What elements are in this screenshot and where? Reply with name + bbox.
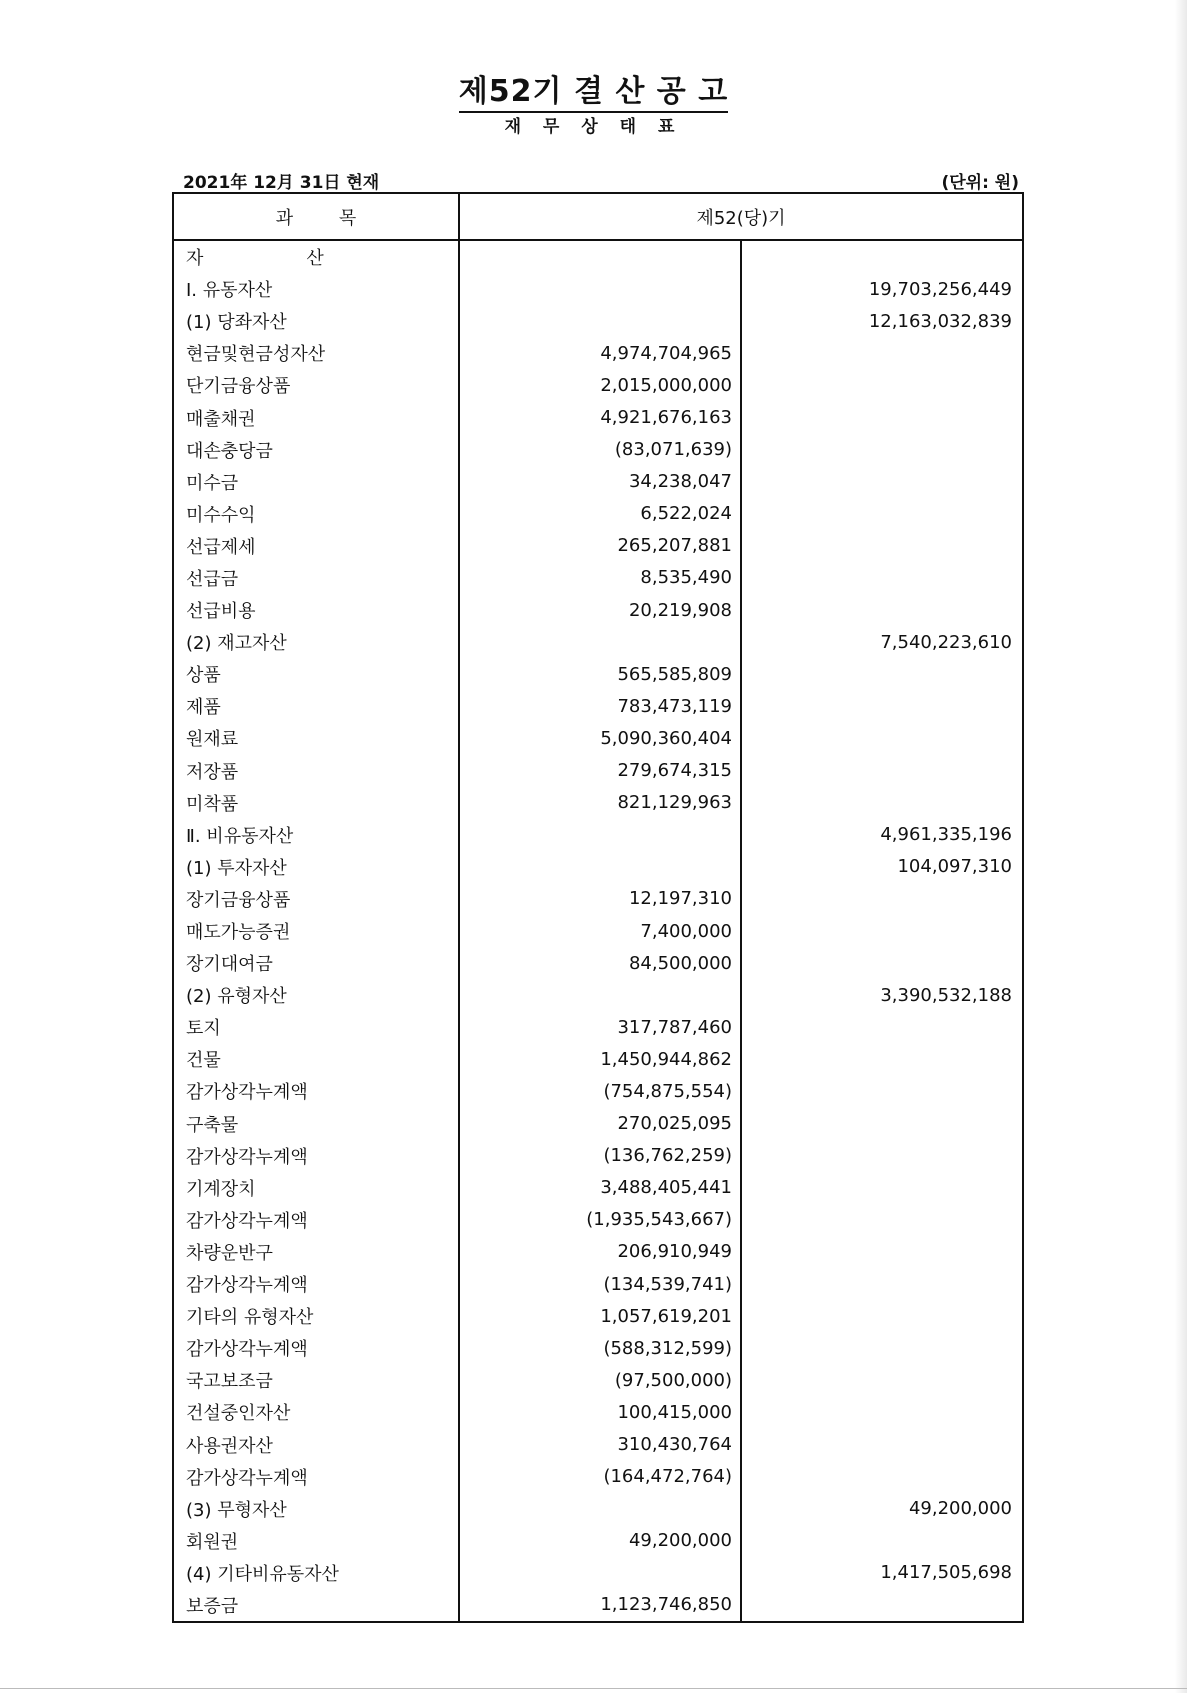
table-row — [173, 658, 1023, 690]
account-name: 토지 — [173, 1011, 459, 1043]
subtotal-amount — [741, 1043, 1023, 1075]
detail-amount: 565,585,809 — [459, 658, 741, 690]
account-name: 미착품 — [173, 787, 459, 819]
account-name: 감가상각누계액 — [173, 1268, 459, 1300]
table-row — [173, 305, 1023, 337]
subtotal-amount — [741, 1461, 1023, 1493]
table-row — [173, 979, 1023, 1011]
account-name: 구축물 — [173, 1108, 459, 1140]
detail-amount: 34,238,047 — [459, 466, 741, 498]
account-name: Ⅰ. 유동자산 — [173, 273, 459, 305]
table-row — [173, 369, 1023, 401]
subtotal-amount — [741, 1268, 1023, 1300]
subtotal-amount — [741, 658, 1023, 690]
account-name: 매도가능증권 — [173, 915, 459, 947]
detail-amount: (97,500,000) — [459, 1364, 741, 1396]
subtotal-amount — [741, 1172, 1023, 1204]
subtotal-amount: 3,390,532,188 — [880, 984, 1012, 1006]
subtotal-amount: 49,200,000 — [908, 1498, 1012, 1520]
account-name: 단기금융상품 — [173, 369, 459, 401]
subtotal-amount — [741, 1525, 1023, 1557]
account-name: 미수금 — [173, 466, 459, 498]
account-name: 감가상각누계액 — [173, 1140, 459, 1172]
account-name: 차량운반구 — [173, 1236, 459, 1268]
page-title: 제52기 결 산 공 고 — [0, 66, 1187, 110]
table-row — [173, 273, 1023, 305]
detail-amount: 1,057,619,201 — [459, 1300, 741, 1332]
subtotal-amount — [741, 1140, 1023, 1172]
table-row — [173, 498, 1023, 530]
subtotal-amount — [741, 915, 1023, 947]
account-name: 현금및현금성자산 — [173, 337, 459, 369]
account-name: 선급제세 — [173, 530, 459, 562]
table-row — [173, 819, 1023, 851]
detail-amount: (136,762,259) — [459, 1140, 741, 1172]
account-name: 건설중인자산 — [173, 1396, 459, 1428]
detail-amount — [459, 851, 741, 883]
detail-amount — [459, 1557, 741, 1589]
table-row — [173, 530, 1023, 562]
account-name: (3) 무형자산 — [173, 1493, 459, 1525]
header-account: 과 목 — [173, 193, 459, 240]
account-name: 감가상각누계액 — [173, 1075, 459, 1107]
subtotal-amount — [741, 530, 1023, 562]
detail-amount — [459, 273, 741, 305]
table-row — [173, 1108, 1023, 1140]
detail-amount: 7,400,000 — [459, 915, 741, 947]
table-row — [173, 1589, 1023, 1622]
table-row — [173, 690, 1023, 722]
detail-amount: (754,875,554) — [459, 1075, 741, 1107]
page-edge-shadow — [1175, 0, 1187, 1693]
table-row — [173, 434, 1023, 466]
account-name: (1) 투자자산 — [173, 851, 459, 883]
table-row — [173, 401, 1023, 433]
subtotal-amount — [741, 434, 1023, 466]
account-name: 사용권자산 — [173, 1428, 459, 1460]
table-row — [173, 1396, 1023, 1428]
subtotal-amount: 19,703,256,449 — [868, 278, 1012, 300]
subtotal-amount: 1,417,505,698 — [880, 1562, 1012, 1584]
account-name: 대손충당금 — [173, 434, 459, 466]
account-name: 자 산 — [173, 240, 459, 273]
account-name: 제품 — [173, 690, 459, 722]
account-name: 기타의 유형자산 — [173, 1300, 459, 1332]
detail-amount: 1,450,944,862 — [459, 1043, 741, 1075]
detail-amount: 100,415,000 — [459, 1396, 741, 1428]
subtotal-amount — [741, 1428, 1023, 1460]
subtotal-amount — [741, 240, 1023, 273]
subtotal-amount — [741, 1332, 1023, 1364]
table-row — [173, 466, 1023, 498]
account-name: 저장품 — [173, 755, 459, 787]
detail-amount — [459, 240, 741, 273]
table-row — [173, 1011, 1023, 1043]
account-name: 감가상각누계액 — [173, 1332, 459, 1364]
account-name: 회원권 — [173, 1525, 459, 1557]
subtotal-amount — [741, 883, 1023, 915]
account-name: 장기대여금 — [173, 947, 459, 979]
detail-amount: 206,910,949 — [459, 1236, 741, 1268]
table-row — [173, 1493, 1023, 1525]
subtotal-amount — [741, 498, 1023, 530]
account-name: 감가상각누계액 — [173, 1204, 459, 1236]
detail-amount: 5,090,360,404 — [459, 722, 741, 754]
account-name: Ⅱ. 비유동자산 — [173, 819, 459, 851]
detail-amount: 1,123,746,850 — [459, 1589, 741, 1622]
detail-amount: (588,312,599) — [459, 1332, 741, 1364]
subtotal-amount — [741, 466, 1023, 498]
subtotal-amount — [741, 1204, 1023, 1236]
account-name: 건물 — [173, 1043, 459, 1075]
subtotal-amount — [741, 1396, 1023, 1428]
subtotal-amount: 12,163,032,839 — [868, 310, 1012, 332]
detail-amount — [459, 819, 741, 851]
table-row — [173, 337, 1023, 369]
detail-amount: (134,539,741) — [459, 1268, 741, 1300]
table-row — [173, 1332, 1023, 1364]
account-name: 선급비용 — [173, 594, 459, 626]
table-row — [173, 1461, 1023, 1493]
account-name: (1) 당좌자산 — [173, 305, 459, 337]
subtotal-amount — [741, 562, 1023, 594]
subtotal-amount — [741, 1011, 1023, 1043]
account-name: (2) 유형자산 — [173, 979, 459, 1011]
account-name: 원재료 — [173, 722, 459, 754]
detail-amount: (164,472,764) — [459, 1461, 741, 1493]
table-row — [173, 947, 1023, 979]
table-header-row — [173, 193, 1023, 240]
detail-amount: 6,522,024 — [459, 498, 741, 530]
table-row — [173, 594, 1023, 626]
table-row — [173, 1204, 1023, 1236]
detail-amount: 3,488,405,441 — [459, 1172, 741, 1204]
account-name: 미수수익 — [173, 498, 459, 530]
account-name: 감가상각누계액 — [173, 1461, 459, 1493]
detail-amount: 821,129,963 — [459, 787, 741, 819]
table-row — [173, 915, 1023, 947]
table-row — [173, 1236, 1023, 1268]
table-row — [173, 240, 1023, 273]
table-row — [173, 883, 1023, 915]
subtotal-amount — [741, 1364, 1023, 1396]
account-name: (4) 기타비유동자산 — [173, 1557, 459, 1589]
detail-amount: (83,071,639) — [459, 434, 741, 466]
detail-amount: 270,025,095 — [459, 1108, 741, 1140]
table-row — [173, 755, 1023, 787]
detail-amount: 20,219,908 — [459, 594, 741, 626]
subtotal-amount — [741, 594, 1023, 626]
subtotal-amount — [741, 1075, 1023, 1107]
table-row — [173, 1525, 1023, 1557]
detail-amount: (1,935,543,667) — [459, 1204, 741, 1236]
account-name: 선급금 — [173, 562, 459, 594]
detail-amount: 2,015,000,000 — [459, 369, 741, 401]
table-row — [173, 1428, 1023, 1460]
account-name: (2) 재고자산 — [173, 626, 459, 658]
scan-bottom-edge — [0, 1688, 1187, 1689]
subtotal-amount — [741, 787, 1023, 819]
subtotal-amount — [741, 755, 1023, 787]
detail-amount: 783,473,119 — [459, 690, 741, 722]
detail-amount — [459, 979, 741, 1011]
table-row — [173, 1268, 1023, 1300]
table-row — [173, 1300, 1023, 1332]
subtotal-amount — [741, 947, 1023, 979]
account-name: 매출채권 — [173, 401, 459, 433]
detail-amount: 310,430,764 — [459, 1428, 741, 1460]
table-body — [173, 240, 1023, 1622]
subtotal-amount: 104,097,310 — [897, 856, 1012, 878]
subtotal-amount — [741, 1236, 1023, 1268]
detail-amount: 4,921,676,163 — [459, 401, 741, 433]
detail-amount: 4,974,704,965 — [459, 337, 741, 369]
subtotal-amount — [741, 369, 1023, 401]
table-row — [173, 562, 1023, 594]
table-row — [173, 1172, 1023, 1204]
table-row — [173, 787, 1023, 819]
detail-amount — [459, 305, 741, 337]
account-name: 장기금융상품 — [173, 883, 459, 915]
header-period: 제52(당)기 — [459, 193, 1023, 240]
account-name: 국고보조금 — [173, 1364, 459, 1396]
subtotal-amount — [741, 337, 1023, 369]
table-row — [173, 722, 1023, 754]
subtotal-amount — [741, 690, 1023, 722]
subtotal-amount: 7,540,223,610 — [880, 631, 1012, 653]
report-date: 2021年 12月 31日 현재 — [183, 173, 380, 193]
table-row — [173, 1043, 1023, 1075]
detail-amount: 8,535,490 — [459, 562, 741, 594]
table-row — [173, 851, 1023, 883]
subtotal-amount: 4,961,335,196 — [880, 824, 1012, 846]
subtotal-amount — [741, 1589, 1023, 1622]
balance-sheet-table — [172, 192, 1024, 1623]
table-row — [173, 1557, 1023, 1589]
subtotal-amount — [741, 1300, 1023, 1332]
table-row — [173, 1075, 1023, 1107]
detail-amount: 84,500,000 — [459, 947, 741, 979]
detail-amount — [459, 1493, 741, 1525]
detail-amount: 265,207,881 — [459, 530, 741, 562]
account-name: 기계장치 — [173, 1172, 459, 1204]
detail-amount: 12,197,310 — [459, 883, 741, 915]
account-name: 보증금 — [173, 1589, 459, 1622]
page-subtitle: 재 무 상 태 표 — [504, 117, 683, 137]
subtotal-amount — [741, 401, 1023, 433]
detail-amount — [459, 626, 741, 658]
detail-amount: 317,787,460 — [459, 1011, 741, 1043]
detail-amount: 279,674,315 — [459, 755, 741, 787]
detail-amount: 49,200,000 — [459, 1525, 741, 1557]
table-row — [173, 1140, 1023, 1172]
table-row — [173, 626, 1023, 658]
account-name: 상품 — [173, 658, 459, 690]
table-row — [173, 1364, 1023, 1396]
unit-label: (단위: 원) — [941, 173, 1019, 193]
subtotal-amount — [741, 1108, 1023, 1140]
subtotal-amount — [741, 722, 1023, 754]
